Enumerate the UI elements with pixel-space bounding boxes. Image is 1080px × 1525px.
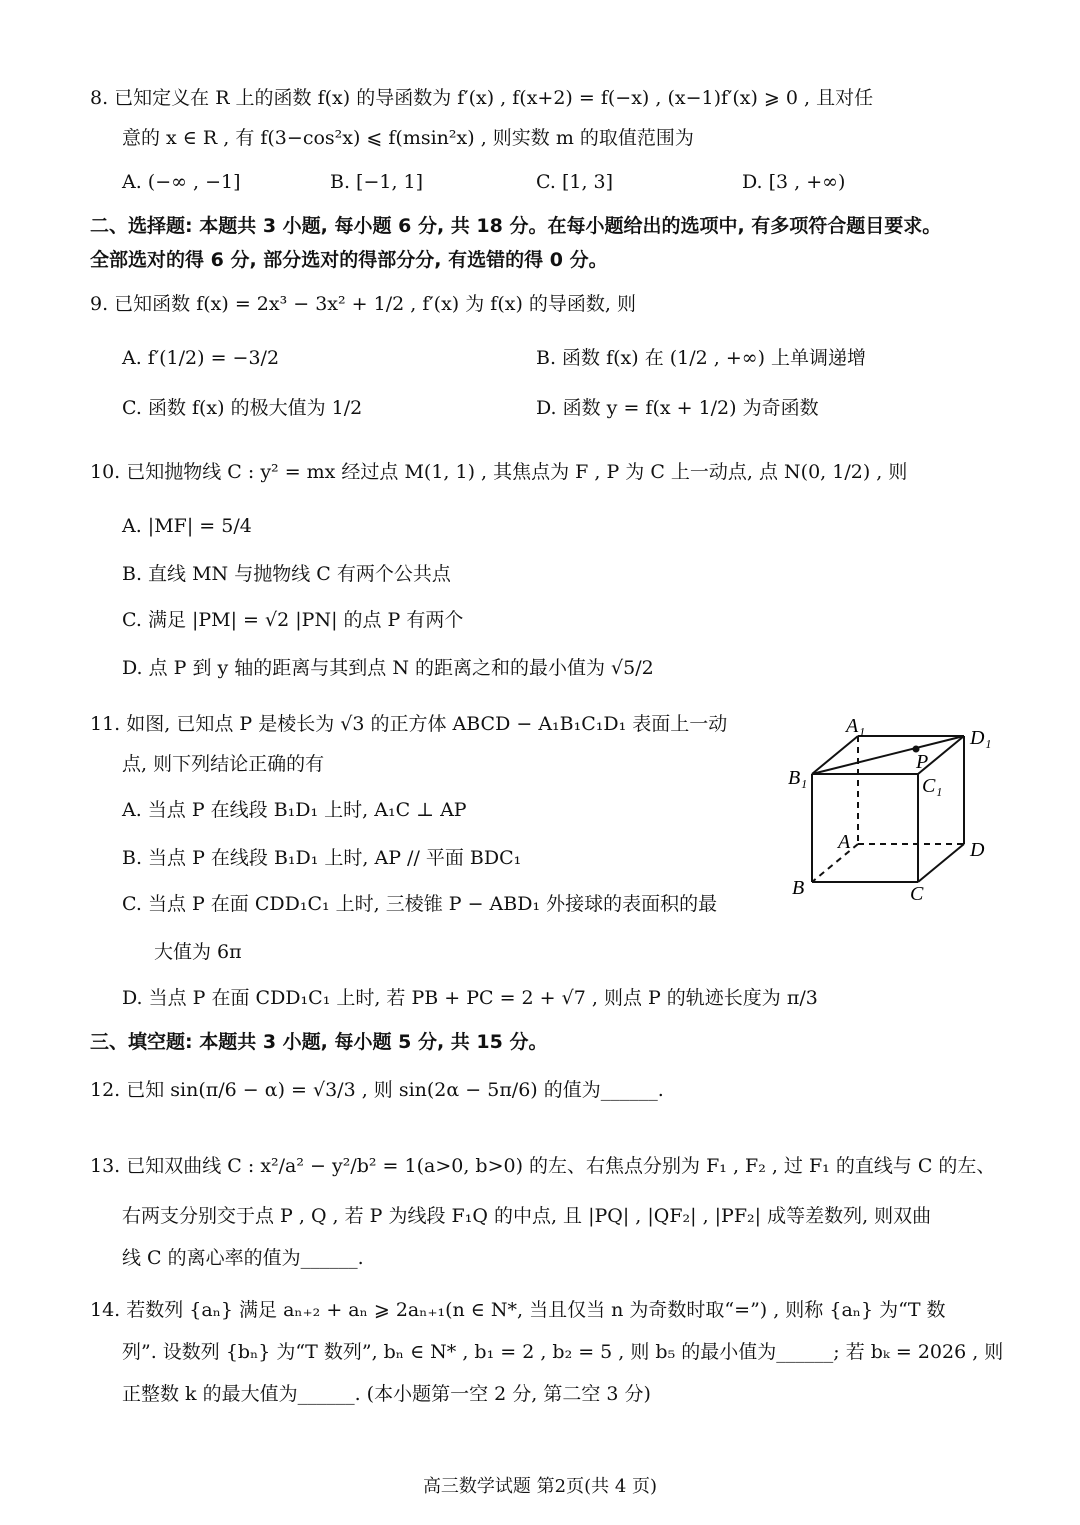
q10-option-b: B. 直线 MN 与抛物线 C 有两个公共点 (122, 563, 451, 585)
q11-option-d: D. 当点 P 在面 CDD₁C₁ 上时, 若 PB + PC = 2 + √7 , 则点 P 的轨迹长度为 π/3 (122, 987, 818, 1009)
q11-option-c: C. 当点 P 在面 CDD₁C₁ 上时, 三棱锥 P − ABD₁ 外接球的表面积的最 (122, 893, 718, 915)
q9-option-b: B. 函数 f(x) 在 (1/2 , +∞) 上单调递增 (536, 347, 867, 369)
q8-line1: 8. 已知定义在 R 上的函数 f(x) 的导函数为 f′(x) , f(x+2) = f(−x) , (x−1)f′(x) ⩾ 0 , 且对任 (90, 87, 874, 109)
label-d1: D₁ (970, 727, 992, 749)
q9-option-d: D. 函数 y = f(x + 1/2) 为奇函数 (536, 397, 819, 419)
q11-line2: 点, 则下列结论正确的有 (122, 753, 325, 775)
q9-option-c: C. 函数 f(x) 的极大值为 1/2 (122, 397, 363, 419)
q11-option-c-cont: 大值为 6π (154, 941, 242, 963)
q11-option-b: B. 当点 P 在线段 B₁D₁ 上时, AP // 平面 BDC₁ (122, 847, 522, 869)
label-b1: B₁ (788, 767, 808, 789)
q10-option-a: A. |MF| = 5/4 (122, 515, 252, 537)
q11-line1: 11. 如图, 已知点 P 是棱长为 √3 的正方体 ABCD − A₁B₁C₁D₁ 表面上一动 (90, 713, 728, 735)
label-d: D (970, 839, 985, 861)
q8-option-d: D. [3 , +∞) (742, 171, 846, 193)
label-c1: C₁ (922, 775, 943, 797)
q10-stem: 10. 已知抛物线 C : y² = mx 经过点 M(1, 1) , 其焦点为 F , P 为 C 上一动点, 点 N(0, 1/2) , 则 (90, 461, 908, 483)
q10-option-c: C. 满足 |PM| = √2 |PN| 的点 P 有两个 (122, 609, 464, 631)
q8-option-a: A. (−∞ , −1] (122, 171, 241, 193)
q14-line3: 正整数 k 的最大值为______. (本小题第一空 2 分, 第二空 3 分) (122, 1383, 651, 1405)
q10-option-d: D. 点 P 到 y 轴的距离与其到点 N 的距离之和的最小值为 √5/2 (122, 657, 654, 679)
q13-line1: 13. 已知双曲线 C : x²/a² − y²/b² = 1(a>0, b>0) 的左、右焦点分别为 F₁ , F₂ , 过 F₁ 的直线与 C 的左、 (90, 1155, 996, 1177)
q14-line2: 列”. 设数列 {bₙ} 为“T 数列”, bₙ ∈ N* , b₁ = 2 , b₂ = 5 , 则 b₅ 的最小值为______; 若 bₖ = 2026 , 则 (122, 1341, 1004, 1363)
label-p: P (916, 751, 929, 773)
q13-line2: 右两支分别交于点 P , Q , 若 P 为线段 F₁Q 的中点, 且 |PQ| , |QF₂| , |PF₂| 成等差数列, 则双曲 (122, 1205, 932, 1227)
q8-option-c: C. [1, 3] (536, 171, 614, 193)
q12: 12. 已知 sin(π/6 − α) = √3/3 , 则 sin(2α − 5π/6) 的值为______. (90, 1079, 664, 1101)
q8-option-b: B. [−1, 1] (330, 171, 424, 193)
q14-line1: 14. 若数列 {aₙ} 满足 aₙ₊₂ + aₙ ⩾ 2aₙ₊₁(n ∈ N*, 当且仅当 n 为奇数时取“=”) , 则称 {aₙ} 为“T 数 (90, 1299, 946, 1321)
page-footer: 高三数学试题 第2页(共 4 页) (422, 1476, 658, 1497)
section2-note: 全部选对的得 6 分, 部分选对的得部分分, 有选错的得 0 分。 (90, 249, 608, 271)
label-a1: A₁ (846, 715, 866, 737)
q9-stem: 9. 已知函数 f(x) = 2x³ − 3x² + 1/2 , f′(x) 为 f(x) 的导函数, 则 (90, 293, 636, 315)
q13-line3: 线 C 的离心率的值为______. (122, 1247, 364, 1269)
q9-option-a: A. f′(1/2) = −3/2 (122, 347, 280, 369)
q8-line2: 意的 x ∈ R , 有 f(3−cos²x) ⩽ f(msin²x) , 则实数 m 的取值范围为 (122, 127, 694, 149)
section3-heading: 三、填空题: 本题共 3 小题, 每小题 5 分, 共 15 分。 (90, 1031, 548, 1053)
section2-heading: 二、选择题: 本题共 3 小题, 每小题 6 分, 共 18 分。在每小题给出的选项中, 有多项符合题目要求。 (90, 215, 942, 237)
cube-figure (780, 706, 1000, 906)
label-c: C (910, 883, 924, 905)
label-a: A (838, 831, 851, 853)
label-b: B (792, 877, 805, 899)
q11-option-a: A. 当点 P 在线段 B₁D₁ 上时, A₁C ⊥ AP (122, 799, 467, 821)
